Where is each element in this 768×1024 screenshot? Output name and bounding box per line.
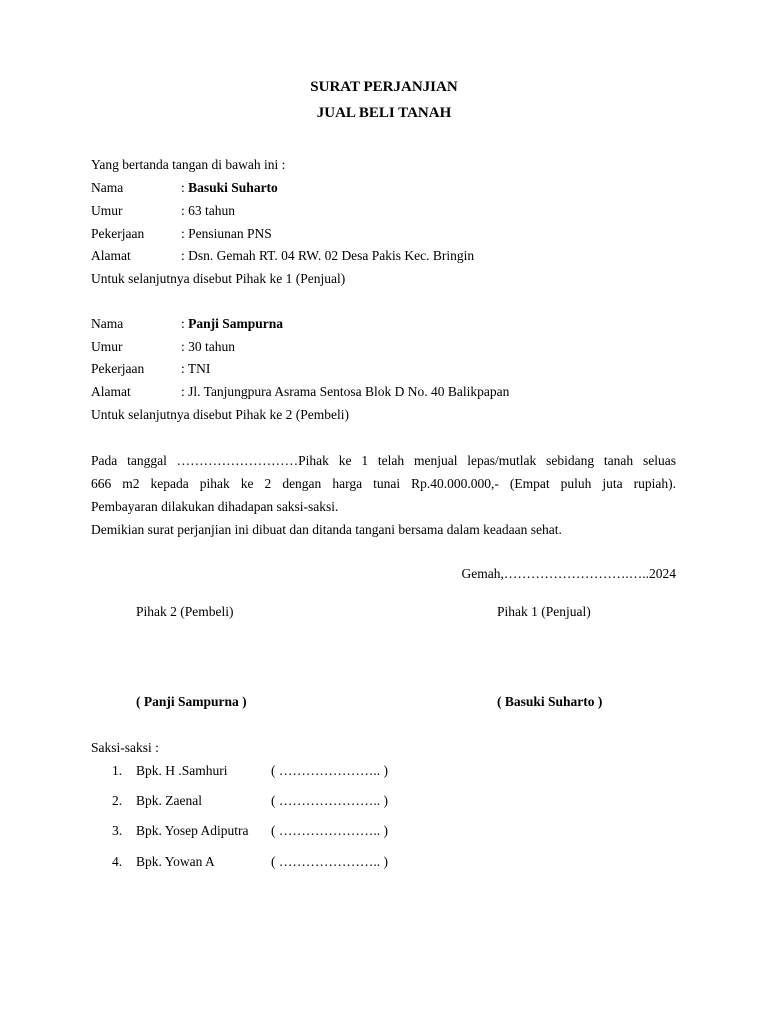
witness-name: Bpk. Zaenal [136, 793, 202, 808]
seller-signature-name: ( Basuki Suharto ) [497, 694, 603, 709]
party1-job: : Pensiunan PNS [181, 226, 272, 241]
witness-number: 3. [112, 823, 123, 838]
party2-name: Panji Sampurna [188, 316, 284, 331]
seller-role: Pihak 1 (Penjual) [497, 604, 591, 619]
buyer-signature-name: ( Panji Sampurna ) [136, 694, 247, 709]
buyer-role: Pihak 2 (Pembeli) [136, 604, 234, 619]
witnesses-label: Saksi-saksi : [91, 740, 159, 755]
party1-designation: Untuk selanjutnya disebut Pihak ke 1 (Penjual) [91, 271, 346, 286]
party1-job-label: Pekerjaan [91, 226, 145, 241]
party1-address: : Dsn. Gemah RT. 04 RW. 02 Desa Pakis Kec. Bringin [181, 248, 475, 263]
document-subtitle: JUAL BELI TANAH [316, 105, 452, 121]
witness-signature-line: ( ………………….. ) [271, 854, 388, 869]
agreement-body [91, 449, 676, 541]
party1-age: : 63 tahun [181, 203, 235, 218]
party1-age-label: Umur [91, 203, 123, 218]
body-line-4: Demikian surat perjanjian ini dibuat dan ditanda tangani bersama dalam keadaan sehat. [91, 522, 562, 537]
witness-signature-line: ( ………………….. ) [271, 823, 388, 838]
party2-name-label: Nama [91, 316, 124, 331]
witness-name: Bpk. H .Samhuri [136, 763, 228, 778]
party2-designation: Untuk selanjutnya disebut Pihak ke 2 (Pembeli) [91, 407, 349, 422]
witness-number: 2. [112, 793, 123, 808]
party2-job: : TNI [181, 361, 211, 376]
party1-name-value [181, 180, 278, 196]
witness-name: Bpk. Yosep Adiputra [136, 823, 249, 838]
body-line-1: Pada tanggal ………………………Pihak ke 1 telah menjual lepas/mutlak sebidang tanah seluas [91, 453, 676, 468]
witness-number: 4. [112, 854, 123, 869]
witness-signature-line: ( ………………….. ) [271, 763, 388, 778]
place-date: Gemah,……………………….…..2024 [461, 566, 676, 581]
colon: : [181, 180, 189, 195]
party2-address-label: Alamat [91, 384, 131, 399]
document-title: SURAT PERJANJIAN [310, 79, 458, 95]
party2-name-value [181, 316, 283, 332]
party2-job-label: Pekerjaan [91, 361, 145, 376]
intro-text: Yang bertanda tangan di bawah ini : [91, 157, 286, 172]
witness-number: 1. [112, 763, 123, 778]
body-line-2: 666 m2 kepada pihak ke 2 dengan harga tunai Rp.40.000.000,- (Empat puluh juta rupiah). [91, 476, 676, 491]
colon: : [181, 316, 189, 331]
party1-name-label: Nama [91, 180, 124, 195]
witness-name: Bpk. Yowan A [136, 854, 215, 869]
party2-age-label: Umur [91, 339, 123, 354]
party2-address: : Jl. Tanjungpura Asrama Sentosa Blok D No. 40 Balikpapan [181, 384, 510, 399]
body-line-3: Pembayaran dilakukan dihadapan saksi-saksi. [91, 499, 339, 514]
witness-signature-line: ( ………………….. ) [271, 793, 388, 808]
party1-name: Basuki Suharto [188, 180, 278, 195]
party2-age: : 30 tahun [181, 339, 235, 354]
party1-address-label: Alamat [91, 248, 131, 263]
